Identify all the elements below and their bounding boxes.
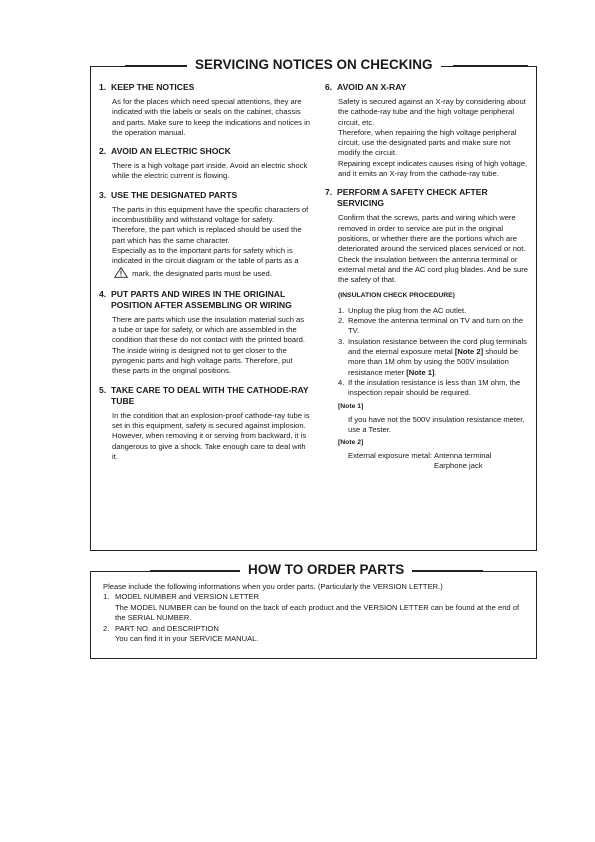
section-7-body: Confirm that the screws, parts and wiring which were removed in order to service are put in the original positions, or whether there are the portions which are deteriorated around the serviced places serviced or not. Check the insulation between the antenna terminal or external metal and the AC cord plug blades. And be sure the safety of that. (INSULATION CHECK PROCEDURE) 1. Unplug the plug from the AC outlet. 2. Remove the antenna terminal on TV and turn on the TV. 3. Insulation resistance between the cord plug terminals and the eternal exposure metal [Note 2] should be more than 1M ohm by using the 500V insulation resistance meter [Note 1]. 4. If the insulation resistance is less than 1M ohm, the inspection repair should be required. [Note 1] If you have not the 500V insulation resistance meter, use a Tester. [Note 2] External exposure metal: Antenna terminal Earphone jack (338, 213, 528, 470)
section-4-body: There are parts which use the insulation material such as a tube or tape for safety, or which are assembled in the condition that these do not contact with the printed board. The inside wiring is designed not to get closer to the pyrogenic parts and high voltage parts. Therefore, put these parts in the original positions. (112, 314, 305, 376)
order-item-1-body: The MODEL NUMBER can be found on the back of each product and the VERSION LETTER can be found at the end of the SERIAL NUMBER. (115, 602, 520, 623)
section-5-body: In the condition that an explosion-proof cathode-ray tube is set in this equipment, safety is secured against implosion. However, when removing it or serving from backward, it is dangerous to give a shock. Take enough care to deal with it. (112, 410, 310, 461)
section-4-heading: 4. PUT PARTS AND WIRES IN THE ORIGINAL POSITION AFTER ASSEMBLING OR WIRING (99, 288, 292, 310)
warning-triangle-icon (114, 267, 128, 281)
note-1-body: If you have not the 500V insulation resistance meter, use a Tester. (348, 414, 525, 435)
section-2-body: There is a high voltage part inside. Avoid an electric shock while the electric current is flowing. (112, 161, 308, 181)
servicing-right-column (325, 82, 528, 479)
section-6-body: Safety is secured against an X-ray by considering about the cathode-ray tube and the high voltage peripheral circuit, etc. Therefore, when repairing the high voltage peripheral circuit, use the designated parts and make sure not modify the circuit. Repairing except indicates causes rising of high voltage, and it emits an X-ray from the cathode-ray tube. (338, 97, 528, 179)
title-rule-left (125, 65, 187, 67)
section-2-heading: 2. AVOID AN ELECTRIC SHOCK (99, 146, 231, 157)
servicing-left-column (99, 82, 310, 470)
list-item: 4. If the insulation resistance is less than 1M ohm, the inspection repair should be required. (338, 377, 521, 398)
list-item: 1. Unplug the plug from the AC outlet. (338, 305, 467, 315)
section-5-heading: 5. TAKE CARE TO DEAL WITH THE CATHODE-RAY TUBE (99, 384, 309, 406)
section-1-body: As for the places which need special attentions, they are indicated with the labels or seals on the cabinet, chassis and parts. Make sure to keep the indications and notices in the operation manual. (112, 97, 310, 137)
list-item: 2. PART NO. and DESCRIPTION (103, 623, 219, 633)
section-3-body: The parts in this equipment have the specific characters of incombustibility and withstand voltage for safety. Therefore, the part which is replaced should be used the part which has the same character. Especially as to the important parts for safety which is indicated in the circuit diagram or the table of parts as a mark, the designated parts must be used. (112, 205, 310, 281)
section-1-heading: 1. KEEP THE NOTICES (99, 82, 195, 92)
note-2-body: External exposure metal: Antenna terminal Earphone jack (348, 450, 492, 470)
section-7-heading: 7. PERFORM A SAFETY CHECK AFTER SERVICING (325, 187, 488, 209)
order-parts-body (103, 582, 531, 644)
order-parts-title: HOW TO ORDER PARTS (240, 562, 412, 578)
title-rule-right (453, 65, 528, 67)
servicing-notices-title: SERVICING NOTICES ON CHECKING (187, 57, 441, 73)
list-item: 1. MODEL NUMBER and VERSION LETTER (103, 592, 260, 602)
note-2-title: [Note 2] (338, 439, 364, 447)
insulation-check-steps (338, 306, 528, 399)
title-rule-left (150, 570, 240, 572)
list-item: 2. Remove the antenna terminal on TV and turn on the TV. (338, 316, 524, 336)
title-rule-right (403, 570, 483, 572)
list-item: 3. Insulation resistance between the cord plug terminals and the eternal exposure metal [Note 2] should be more than 1M ohm by using the 500V insulation resistance meter [Note 1]. (338, 336, 527, 377)
section-3-heading: 3. USE THE DESIGNATED PARTS (99, 189, 238, 200)
order-item-2-body: You can find it in your SERVICE MANUAL. (115, 634, 259, 644)
section-6-heading: 6. AVOID AN X-RAY (325, 82, 407, 92)
note-1-title: [Note 1] (338, 403, 364, 411)
order-intro: Please include the following informations when you order parts. (Particularly the VERSION LETTER.) (103, 582, 443, 591)
insulation-check-heading: (INSULATION CHECK PROCEDURE) (338, 292, 455, 300)
